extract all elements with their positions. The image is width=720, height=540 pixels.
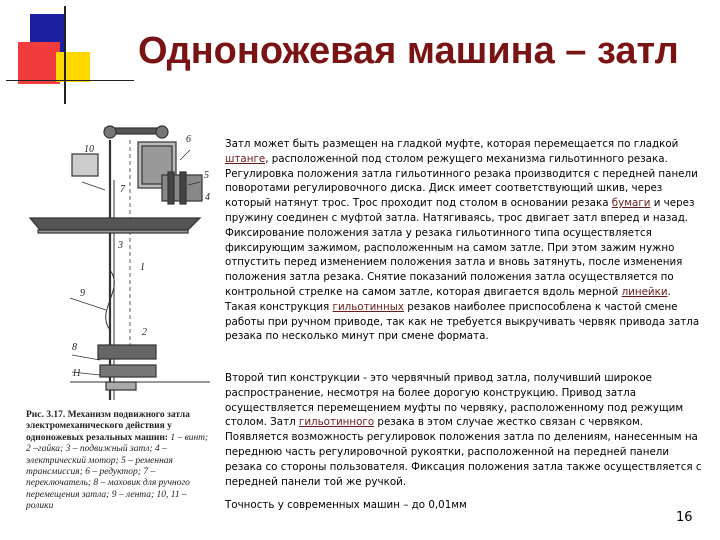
- switch-box: [72, 154, 98, 176]
- p1-text-b: , расположенной под столом режущего механизма гильотинного резака. Регулировка положения затла гильотинного резака производится с передней панели поворотами регулировочного диска. Диск имеет соответствующий шкив, через который натянут трос. Трос проходит под столом в основании резака: [225, 152, 698, 210]
- label-11: 11: [72, 368, 82, 379]
- decor-yellow-square: [56, 52, 90, 82]
- pulley-left: [104, 126, 116, 138]
- accuracy-note: Точность у современных машин – до 0,01мм: [225, 499, 467, 511]
- label-1: 1: [140, 262, 145, 273]
- label-4: 4: [205, 192, 210, 203]
- link-shtange[interactable]: штанге: [225, 152, 266, 165]
- link-gilotinnogo[interactable]: гильотинного: [298, 416, 375, 429]
- main-paragraph: [225, 137, 703, 344]
- caption-body: 1 – винт; 2 –гайка; 3 – подвижный затл; 4 – электрический мотор; 5 – ременная трансмиссия; 6 – редуктор; 7 – переключатель; 8 – маховик для ручного перемещения затла; 9 – лента; 10, 11 – ролики: [26, 432, 209, 512]
- decor-horizontal-line: [6, 80, 134, 81]
- caption-title: Рис. 3.17. Механизм подвижного затла электромеханического действия у одноножевых резальных машин:: [26, 410, 190, 443]
- pulley-right: [156, 126, 168, 138]
- gear-lower: [100, 365, 156, 377]
- p2-text-a: Второй тип конструкции - это червячный привод затла, получивший широкое распространение, несмотря на более дорогую конструкцию. Привод затла осуществляется перемещением муфты по червяку, расположенному под режущим столом. Затл: [225, 372, 684, 429]
- label-9: 9: [80, 288, 85, 299]
- figure-caption: [26, 410, 212, 513]
- p1-text-e: резаков наиболее приспособлена к частой смене работы при ручном приводе, так как не требуется выкручивать червяк привода затла резака по несколько минут при смене формата.: [225, 300, 700, 343]
- label-7: 7: [120, 184, 125, 195]
- label-6: 6: [186, 134, 191, 145]
- table-plate: [30, 218, 200, 230]
- p1-text-c: и через пружину соединен с муфтой затла. Натягиваясь, трос двигает затл вперед и назад. Фиксирование положения затла у резака гильотинного типа осуществляется фиксирующим зажимом, расположенным на самом затле. При этом зажим нужно отпустить перед изменением положения затла и вновь затянуть, после изменения положения затла резака. Снятие показаний положения затла осуществляется по контрольной стрелке на самом затле, которая двигается вдоль мерной: [225, 197, 695, 298]
- decor-vertical-line: [64, 6, 66, 104]
- label-10: 10: [84, 144, 94, 155]
- p1-text-a: Затл может быть размещен на гладкой муфте, которая перемещается по гладкой: [225, 138, 679, 150]
- slide-title: Одноножевая машина – затл: [138, 30, 679, 72]
- decor-red-square: [18, 42, 60, 84]
- p2-text-b: резака в этом случае жестко связан с червяком. Появляется возможность регулировок положения затла по делениям, нанесенным на переднюю часть регулировочной рукоятки, расположенной на передней панели резака со стороны пользователя. Фиксация положения затла также осуществляется с передней панели той же ручкой.: [225, 416, 702, 488]
- p1-text-d: . Такая конструкция: [225, 285, 671, 313]
- mechanism-drawing: [10, 120, 220, 410]
- link-lineyki[interactable]: линейки: [621, 285, 668, 298]
- label-8: 8: [72, 342, 77, 353]
- link-gilotinnyh[interactable]: гильотинных: [332, 300, 404, 313]
- label-3: 3: [118, 240, 123, 251]
- label-2: 2: [142, 327, 147, 338]
- page-number: 16: [676, 510, 693, 525]
- gear-upper: [98, 345, 156, 359]
- second-paragraph: [225, 371, 703, 489]
- link-bumagi[interactable]: бумаги: [611, 197, 651, 210]
- label-5: 5: [204, 170, 209, 181]
